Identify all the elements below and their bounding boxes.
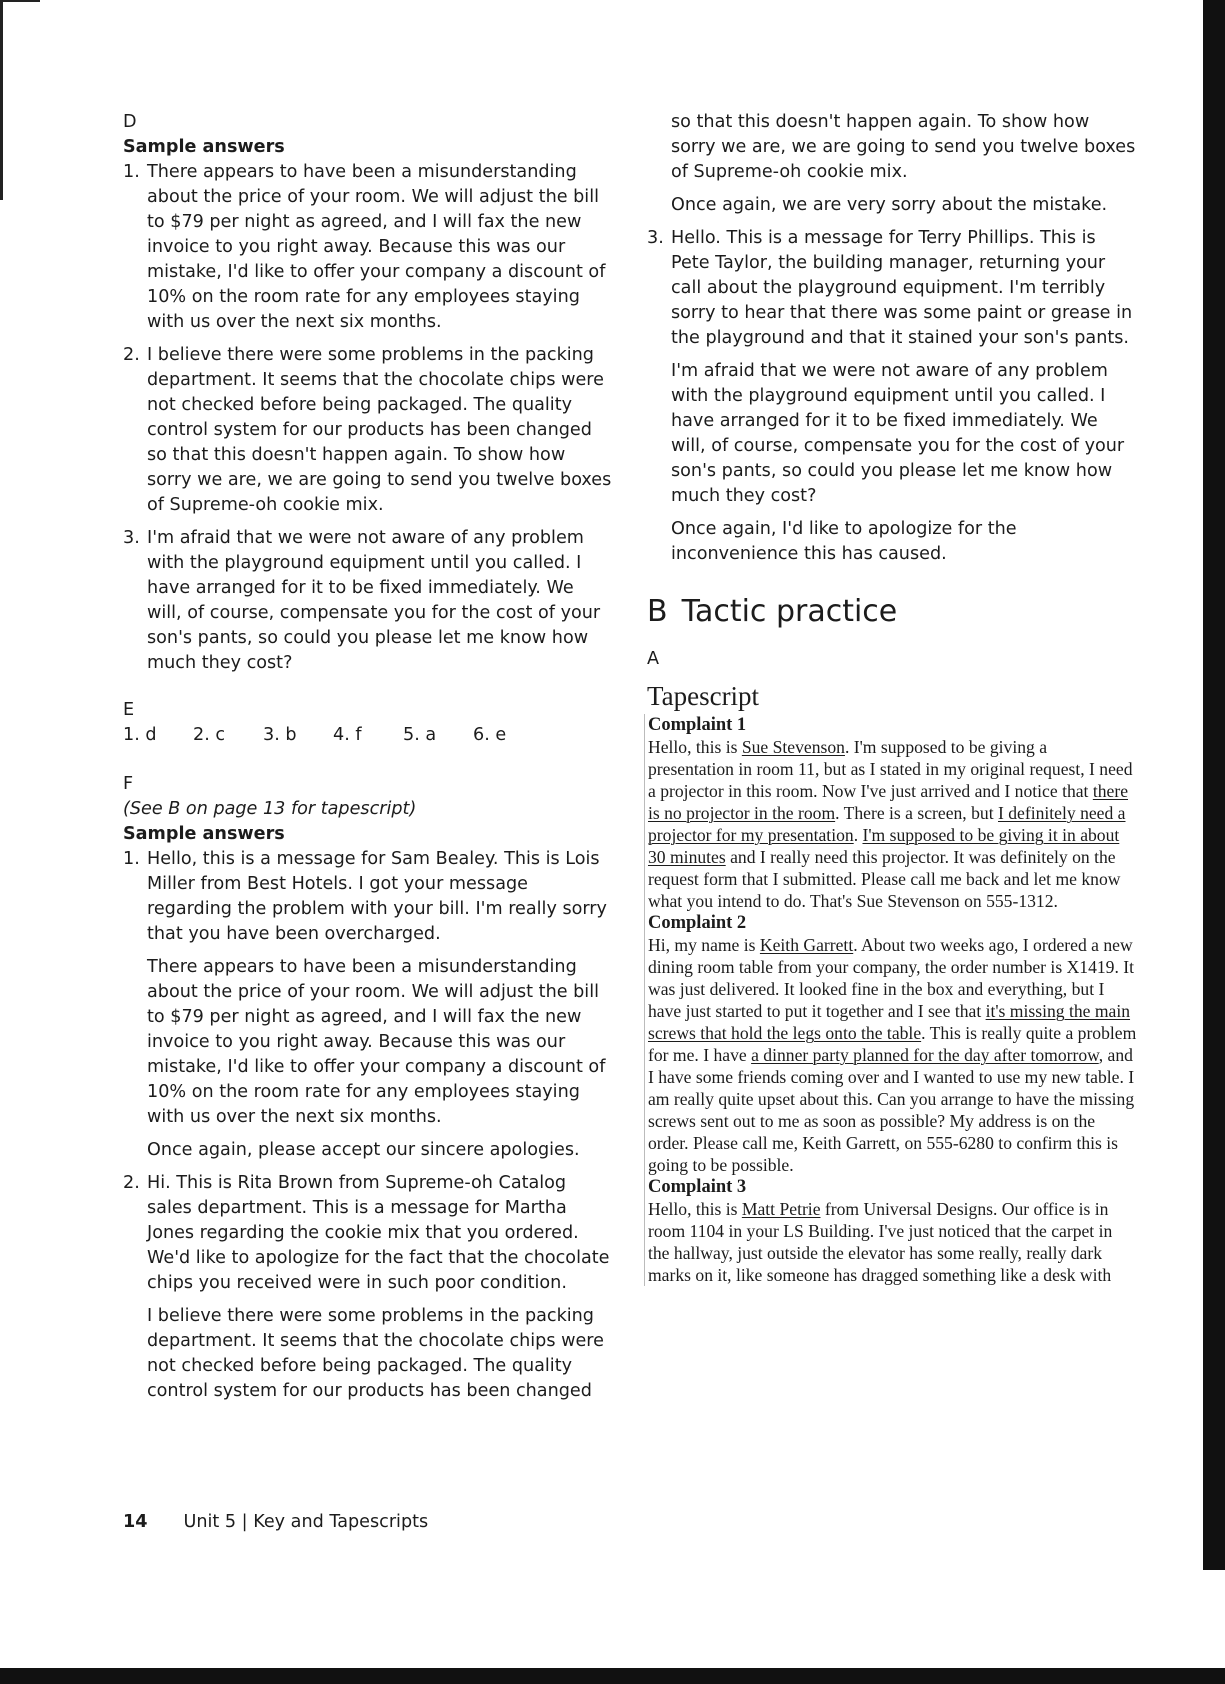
section-heading <box>647 593 1137 631</box>
complaint-2 <box>644 912 1137 1176</box>
answer-paragraph: Once again, we are very sorry about the mistake. <box>671 195 1108 215</box>
list-item <box>123 160 613 335</box>
item-number: 3. <box>647 228 664 248</box>
tapescript-heading: Tapescript <box>647 681 760 711</box>
answer-paragraph: Hello, this is a message for Sam Bealey. This is Lois Miller from Best Hotels. I got your message regarding the problem with your bill. I'm really sorry that you have been overcharged. <box>147 849 607 944</box>
list-item <box>123 343 613 518</box>
tapescript-note: (See B on page 13 for tapescript) <box>123 799 417 819</box>
key-item: 2. c <box>193 725 226 745</box>
subsection-a-label: A <box>647 649 660 669</box>
sample-answers-label: Sample answers <box>123 824 285 844</box>
answer-paragraph: so that this doesn't happen again. To show how sorry we are, we are going to send you twelve boxes of Supreme-oh cookie mix. <box>671 112 1136 182</box>
answer-paragraph: Once again, please accept our sincere apologies. <box>147 1140 580 1160</box>
key-item: 4. f <box>333 725 362 745</box>
section-e-label: E <box>123 700 135 720</box>
item-number: 3. <box>123 528 140 548</box>
scan-edge-left <box>0 0 3 200</box>
d-answers-list <box>123 160 613 676</box>
answer-key-row <box>123 723 613 748</box>
answer-paragraph: I believe there were some problems in the packing department. It seems that the chocolate chips were not checked before being packaged. The quality control system for our products has been changed <box>147 1306 604 1401</box>
section-d-label: D <box>123 112 137 132</box>
list-item <box>123 1171 613 1404</box>
scan-edge-right <box>1203 0 1225 1570</box>
item-number: 2. <box>123 345 140 365</box>
section-title: Tactic practice <box>681 594 898 629</box>
section-letter: B <box>647 594 668 629</box>
answer-paragraph: I'm afraid that we were not aware of any problem with the playground equipment until you called. I have arranged for it to be fixed immediately. We will, of course, compensate you for the cost of your son's pants, so could you please let me know how much they cost? <box>671 361 1125 506</box>
answer-text: I believe there were some problems in the packing department. It seems that the chocolate chips were not checked before being packaged. The quality control system for our products has been changed so that this doesn't happen again. To show how sorry we are, we are going to send you twelve boxes of Supreme-oh cookie mix. <box>147 345 612 515</box>
f-answers-list-continued <box>647 226 1137 567</box>
answer-paragraph: Hi. This is Rita Brown from Supreme-oh Catalog sales department. This is a message for Martha Jones regarding the cookie mix that you ordered. We'd like to apologize for the fact that the chocolate chips you received were in such poor condition. <box>147 1173 610 1293</box>
answer-text: There appears to have been a misunderstanding about the price of your room. We will adjust the bill to $79 per night as agreed, and I will fax the new invoice to you right away. Because this was our mistake, I'd like to offer your company a discount of 10% on the room rate for any employees staying with us over the next six months. <box>147 162 606 332</box>
item-number: 1. <box>123 162 140 182</box>
complaint-text: Hello, this is Sue Stevenson. I'm supposed to be giving a presentation in room 11, but as I stated in my original request, I need a projector in this room. Now I've just arrived and I notice that there is no projector in the room. There is a screen, but I definitely need a projector for my presentation. I'm supposed to be giving it in about 30 minutes and I really need this projector. It was definitely on the request form that I submitted. Please call me back and let me know what you intend to do. That's Sue Stevenson on 555-1312. <box>648 737 1133 911</box>
complaint-heading: Complaint 3 <box>648 1177 747 1197</box>
answer-paragraph: Hello. This is a message for Terry Phillips. This is Pete Taylor, the building manager, returning your call about the playground equipment. I'm terribly sorry to hear that there was some paint or grease in the playground and that it stained your son's pants. <box>671 228 1133 348</box>
key-item: 1. d <box>123 725 157 745</box>
continued-answer <box>647 110 1137 218</box>
key-item: 3. b <box>263 725 297 745</box>
complaint-text: Hello, this is Matt Petrie from Universal Designs. Our office is in room 1104 in your LS Building. I've just noticed that the carpet in the hallway, just outside the elevator has some really, really dark marks on it, like someone has dragged something like a desk with <box>648 1199 1113 1285</box>
page-number: 14 <box>123 1512 148 1532</box>
sample-answers-label: Sample answers <box>123 137 285 157</box>
list-item <box>647 226 1137 567</box>
right-column <box>647 110 1137 1286</box>
page-footer <box>123 1512 428 1532</box>
section-f-label: F <box>123 774 134 794</box>
item-number: 1. <box>123 849 140 869</box>
answer-paragraph: Once again, I'd like to apologize for the inconvenience this has caused. <box>671 519 1017 564</box>
complaint-3 <box>644 1176 1137 1286</box>
answer-paragraph: There appears to have been a misunderstanding about the price of your room. We will adjust the bill to $79 per night as agreed, and I will fax the new invoice to you right away. Because this was our mistake, I'd like to offer your company a discount of 10% on the room rate for any employees staying with us over the next six months. <box>147 957 606 1127</box>
scan-edge-top <box>0 0 40 2</box>
running-title: Unit 5 | Key and Tapescripts <box>183 1512 429 1532</box>
scan-edge-bottom <box>0 1668 1225 1684</box>
complaint-heading: Complaint 1 <box>648 715 747 735</box>
complaint-1 <box>644 714 1137 912</box>
complaint-heading: Complaint 2 <box>648 913 747 933</box>
key-item: 5. a <box>403 725 437 745</box>
item-number: 2. <box>123 1173 140 1193</box>
f-answers-list <box>123 847 613 1404</box>
answer-text: I'm afraid that we were not aware of any problem with the playground equipment until you called. I have arranged for it to be fixed immediately. We will, of course, compensate you for the cost of your son's pants, so could you please let me know how much they cost? <box>147 528 601 673</box>
list-item <box>123 526 613 676</box>
list-item <box>123 847 613 1163</box>
complaint-text: Hi, my name is Keith Garrett. About two weeks ago, I ordered a new dining room table from your company, the order number is X1419. It was just delivered. It looked fine in the box and everything, but I have just started to put it together and I see that it's missing the main screws that hold the legs onto the table. This is really quite a problem for me. I have a dinner party planned for the day after tomorrow, and I have some friends coming over and I wanted to use my new table. I am really quite upset about this. Can you arrange to have the missing screws sent out to me as soon as possible? My address is on the order. Please call me, Keith Garrett, on 555-6280 to confirm this is going to be possible. <box>648 935 1137 1175</box>
key-item: 6. e <box>473 725 507 745</box>
left-column <box>123 110 613 1412</box>
